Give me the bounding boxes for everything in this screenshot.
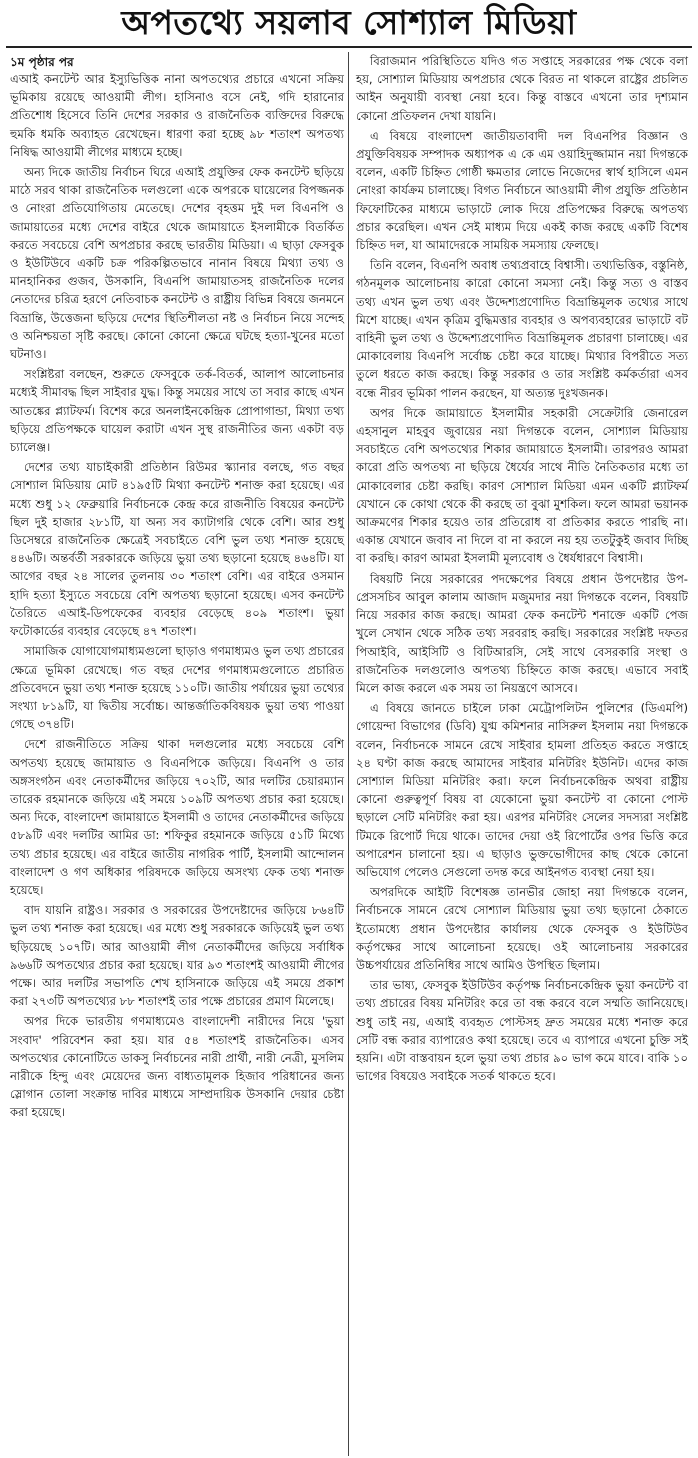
paragraph: এ বিষয়ে বাংলাদেশ জাতীয়তাবাদী দল বিএনপির বিজ্ঞান ও প্রযুক্তিবিষয়ক সম্পাদক অধ্যাপক এ কে এম ওয়াহিদুজ্জামান নয়া দিগন্তকে বলেন, একটি চিহ্নিত গোষ্ঠী ক্ষমতার লোভে নিজেদের স্বার্থ হাসিলে এমন নোংরা কার্যক্রম চালাচ্ছে। বিগত নির্বাচনে আওয়ামী লীগ প্রযুক্তি প্রতিষ্ঠান ফিফোটিকের মাধ্যমে ভাড়াটে লোক দিয়ে প্রতিপক্ষের বিরুদ্ধে অপতথ্য প্রচার করেছিল। এখন সেই মাধ্যম দিয়ে একই কাজ করছে একটি বিশেষ চিহ্নিত দল, যা আমাদেরকে সাময়িক সমস্যায় ফেলছে। — [356, 128, 688, 253]
right-column — [349, 52, 692, 1456]
paragraph: অপরদিকে আইটি বিশেষজ্ঞ তানভীর জোহা নয়া দিগন্তকে বলেন, নির্বাচনকে সামনে রেখে সোশ্যাল মিডিয়ায় ভুয়া তথ্য ছড়ানো ঠেকাতে ইতোমধ্যে প্রধান উপদেষ্টার কার্যালয় থেকে ফেসবুক ও ইউটিউব কর্তৃপক্ষের সাথে আলোচনা হয়েছে। ওই আলোচনায় সরকারের উচ্চপর্যায়ের প্রতিনিধির সাথে আমিও উপস্থিত ছিলাম। — [356, 885, 688, 972]
paragraph: বাদ যায়নি রাষ্ট্রও। সরকার ও সরকারের উপদেষ্টাদের জড়িয়ে ৮৬৪টি ভুল তথ্য শনাক্ত করা হয়েছে। এর মধ্যে শুধু সরকারকে জড়িয়েই ভুল তথ্য ছড়িয়েছে ১০৭টি। আর আওয়ামী লীগ নেতাকর্মীদের জড়িয়ে সর্বাধিক ৯৬৬টি অপতথ্যের প্রচার করা হয়েছে। যার ৯৩ শতাংশই আওয়ামী লীগের পক্ষে। আর দলটির সভাপতি শেখ হাসিনাকে জড়িয়ে এই সময়ে প্রকাশ করা ২৭৩টি অপতথ্যের ৮৮ শতাংশই তার পক্ষে প্রচারের প্রমাণ মিলেছে। — [10, 903, 344, 1009]
paragraph: এআই কনটেন্ট আর ইস্যুভিত্তিক নানা অপতথ্যের প্রচারে এখনো সক্রিয় ভূমিকায় রয়েছে আওয়ামী লীগ। হাসিনাও বসে নেই, গদি হারানোর প্রতিশোধ হিসেবে তিনি দেশের সরকার ও রাজনৈতিক ব্যক্তিদের বিরুদ্ধে হুমকি ধমকি অব্যাহত রেখেছেন। ধারণা করা হচ্ছে ৯৮ শতাংশ অপতথ্য নিষিদ্ধ আওয়ামী লীগের মাধ্যমে হচ্ছে। — [10, 72, 344, 159]
paragraph: সংশ্লিষ্টরা বলছেন, শুরুতে ফেসবুকে তর্ক-বিতর্ক, আলাপ আলোচনার মধ্যেই সীমাবদ্ধ ছিল সাইবার যুদ্ধ। কিন্তু সময়ের সাথে তা সবার কাছে এখন আতঙ্কের প্ল্যাটফর্ম। বিশেষ করে অনলাইনকেন্দ্রিক প্রোপাগান্ডা, মিথ্যা তথ্য ছড়িয়ে প্রতিপক্ষকে ঘায়েল করাটা এখন সুস্থ রাজনীতির জন্য একটা বড় চ্যালেঞ্জ। — [10, 367, 344, 455]
continuation-label: ১ম পৃষ্ঠার পর — [10, 55, 74, 69]
paragraph: বিরাজমান পরিস্থিতিতে যদিও গত সপ্তাহে সরকারের পক্ষ থেকে বলা হয়, সোশ্যাল মিডিয়ায় অপপ্রচার থেকে বিরত না থাকলে রাষ্ট্রের প্রচলিত আইন অনুযায়ী ব্যবস্থা নেয়া হবে। কিন্তু বাস্তবে এখনো তার দৃশ্যমান কোনো প্রতিফলন দেখা যায়নি। — [356, 54, 688, 123]
paragraph: দেশের তথ্য যাচাইকারী প্রতিষ্ঠান রিউমর স্ক্যানার বলছে, গত বছর সোশ্যাল মিডিয়ায় মোট ৪১৯৫টি মিথ্যা কনটেন্ট শনাক্ত করা হয়েছে। এর মধ্যে শুধু ১২ ফেব্রুয়ারি নির্বাচনকে কেন্দ্র করে রাজনীতি বিষয়ের কনটেন্ট ছিল দুই হাজার ২৮১টি, যা অন্য সব ক্যাটাগরি থেকে বেশি। আর শুধু ডিসেম্বরে রাজনৈতিক ক্ষেত্রেই সবচাইতে বেশি ভুল তথ্য শনাক্ত হয়েছে ৪৪৬টি। অন্তর্বর্তী সরকারকে জড়িয়ে ভুয়া তথ্য ছড়ানো হয়েছে ৪৬৪টি। যা আগের বছর ২৪ সালের তুলনায় ৩০ শতাংশ বেশি। এর বাইরে ওসমান হাদি হত্যা ইস্যুতে সবচেয়ে বেশি অপতথ্য ছড়ানো হয়েছে। এসব কনটেন্ট তৈরিতে এআই-ডিপফেকের ব্যবহার বেড়েছে ৪০৯ শতাংশ। ভুয়া ফটোকার্ডের ব্যবহার বেড়েছে ৪৭ শতাংশ। — [10, 460, 344, 639]
left-column — [6, 52, 349, 1456]
article-columns — [6, 52, 692, 1456]
paragraph: তার ভাষ্য, ফেসবুক ইউটিউব কর্তৃপক্ষ নির্বাচনকেন্দ্রিক ভুয়া কনটেন্ট বা তথ্য প্রচারের বিষয় মনিটরিং করে তা বন্ধ করবে বলে সম্মতি জানিয়েছে। শুধু তাই নয়, এআই ব্যবহৃত পোস্টসহ দ্রুত সময়ের মধ্যে শনাক্ত করে সেটি বন্ধ করার ব্যাপারেও কথা হয়েছে। তবে এ ব্যাপারে এখনো চুক্তি সই হয়নি। এটা বাস্তবায়ন হলে ভুয়া তথ্য প্রচার ৯০ ভাগ কমে যাবে। বাকি ১০ ভাগের বিষয়েও সবাইকে সতর্ক থাকতে হবে। — [356, 978, 688, 1084]
paragraph: সামাজিক যোগাযোগমাধ্যমগুলো ছাড়াও গণমাধ্যমও ভুল তথ্য প্রচারের ক্ষেত্রে ভূমিকা রেখেছে। গত বছর দেশের গণমাধ্যমগুলোতে প্রচারিত প্রতিবেদনে ভুয়া তথ্য শনাক্ত হয়েছে ১১০টি। জাতীয় পর্যায়ের ভুয়া তথ্যের সংখ্যা ৮১৯টি, যা দ্বিতীয় সর্বোচ্চ। আন্তর্জাতিকবিষয়ক ভুয়া তথ্য পাওয়া গেছে ৩৭৪টি। — [10, 644, 344, 732]
paragraph: এ বিষয়ে জানতে চাইলে ঢাকা মেট্রোপলিটন পুলিশের (ডিএমপি) গোয়েন্দা বিভাগের (ডিবি) যুগ্ম কমিশনার নাসিরুল ইসলাম নয়া দিগন্তকে বলেন, নির্বাচনকে সামনে রেখে সাইবার হামলা প্রতিহত করতে সপ্তাহে ২৪ ঘণ্টা কাজ করছে আমাদের সাইবার মনিটরিং ইউনিট। এদের কাজ সোশ্যাল মিডিয়া মনিটরিং করা। ফলে নির্বাচনকেন্দ্রিক অথবা রাষ্ট্রীয় কোনো গুরুত্বপূর্ণ বিষয় বা যেকোনো ভুয়া কনটেন্ট বা কোনো পোস্ট ছড়ালে সেটি মনিটরিং করা হয়। এরপর মনিটরিং সেলের সদস্যরা সংশ্লিষ্ট টিমকে রিপোর্ট দিয়ে থাকে। তাদের দেয়া ওই রিপোর্টের ওপর ভিত্তি করে অপারেশন চালানো হয়। এ ছাড়াও ভুক্তভোগীদের কাছ থেকে কোনো অভিযোগ পেলেও সেগুলো তদন্ত করে আইনগত ব্যবস্থা নেয়া হয়। — [356, 701, 688, 879]
paragraph: অপর দিকে জামায়াতে ইসলামীর সহকারী সেক্রেটারি জেনারেল এহসানুল মাহবুব জুবায়ের নয়া দিগন্তকে বলেন, সোশ্যাল মিডিয়ায় সবচাইতে বেশি অপতথ্যের শিকার জামায়াতে ইসলামী। তারপরও আমরা কারো প্রতি অপতথ্য না ছড়িয়ে ধৈর্যের সাথে নীতি নৈতিকতার মধ্যে তা মোকাবেলার চেষ্টা করছি। কারণ সোশ্যাল মিডিয়া এমন একটি প্ল্যাটফর্ম যেখানে কে কোথা থেকে কী করছে তা বুঝা মুশকিল। ফলে আমরা ভয়ানক আক্রমণের শিকার হয়েও তার প্রতিরোধ বা প্রতিকার করতে পারছি না। একান্ত যেখানে জবাব না দিলে বা না করলে নয় হয় ততটুকুই জবাব দিচ্ছি বা করছি। কারণ আমরা ইসলামী মূল্যবোধ ও ধৈর্যধারণে বিশ্বাসী। — [356, 405, 688, 566]
headline: অপতথ্যে সয়লাব সোশ্যাল মিডিয়া — [6, 0, 692, 48]
paragraph: বিষয়টি নিয়ে সরকারের পদক্ষেপের বিষয়ে প্রধান উপদেষ্টার উপ-প্রেসসচিব আবুল কালাম আজাদ মজুমদার নয়া দিগন্তকে বলেন, বিষয়টি নিয়ে সরকার কাজ করছে। আমরা ফেক কনটেন্ট শনাক্তে একটি পেজ খুলে সেখান থেকে সঠিক তথ্য সরবরাহ করছি। সরকারের সংশ্লিষ্ট দফতর পিআইবি, আইসিটি ও বিটিআরসি, সেই সাথে বেসরকারি সংস্থা ও রাজনৈতিক দলগুলোও অপতথ্য চিহ্নিতে কাজ করছে। এভাবে সবাই মিলে কাজ করলে এক সময় তা নিয়ন্ত্রণে আসবে। — [356, 571, 688, 695]
paragraph: দেশে রাজনীতিতে সক্রিয় থাকা দলগুলোর মধ্যে সবচেয়ে বেশি অপতথ্য হয়েছে জামায়াত ও বিএনপিকে জড়িয়ে। বিএনপি ও তার অঙ্গসংগঠন এবং নেতাকর্মীদের জড়িয়ে ৭০২টি, আর দলটির চেয়ারম্যান তারেক রহমানকে জড়িয়ে এই সময়ে ১০৯টি অপতথ্য প্রচার করা হয়েছে। অন্য দিকে, বাংলাদেশ জামায়াতে ইসলামী ও তাদের নেতাকর্মীদের জড়িয়ে ৫৮৯টি এবং দলটির আমির ডা: শফিকুর রহমানকে জড়িয়ে ৫১টি মিথ্যে তথ্য প্রচার হয়েছে। এর বাইরে জাতীয় নাগরিক পার্টি, ইসলামী আন্দোলন বাংলাদেশ ও গণ অধিকার পরিষদকে জড়িয়ে অসংখ্য ফেক তথ্য শনাক্ত হয়েছে। — [10, 737, 344, 897]
paragraph: তিনি বলেন, বিএনপি অবাধ তথ্যপ্রবাহে বিশ্বাসী। তথ্যভিত্তিক, বস্তুনিষ্ঠ, গঠনমূলক আলোচনায় কারো কোনো সমস্যা নেই। কিন্তু সত্য ও বাস্তব তথ্য এখন ভুল তথ্য এবং উদ্দেশ্যপ্রণোদিত বিভ্রান্তিমূলক তথ্যের সাথে মিশে যাচ্ছে। এখন কৃত্রিম বুদ্ধিমত্তার ব্যবহার ও অপব্যবহারের ভাড়াটে বট বাহিনী ভুল তথ্য ও উদ্দেশ্যপ্রণোদিত বিভ্রান্তিমূলক প্রচারণা চালাচ্ছে। এর মোকাবেলায় বিএনপি সর্বোচ্চ চেষ্টা করে যাচ্ছে। মিথ্যার বিপরীতে সত্য তুলে ধরতে কাজ করছে। কিন্তু সরকার ও তার সংশ্লিষ্ট কর্মকর্তারা এসব বন্ধে নীরব ভূমিকা পালন করছেন, যা অত্যন্ত দুঃখজনক। — [356, 258, 688, 400]
paragraph: অন্য দিকে জাতীয় নির্বাচন ঘিরে এআই প্রযুক্তির ফেক কনটেন্ট ছড়িয়ে মাঠে সরব থাকা রাজনৈতিক দলগুলো একে অপরকে ঘায়েলের বিপজ্জনক ও নোংরা প্রতিযোগিতায় মেতেছে। দেশের বৃহত্তম দুই দল বিএনপি ও জামায়াতের মধ্যে দেশের বাইরে থেকে জামায়াতে ইসলামীকে বিতর্কিত করতে সবচেয়ে বেশি অপপ্রচার করছে ভারতীয় মিডিয়া। এ ছাড়া ফেসবুক ও ইউটিউবে একটি চক্র পরিকল্পিতভাবে নানান বিষয়ে মিথ্যা তথ্য ও মানহানিকর গুজব, উসকানি, বিএনপি জামায়াতসহ রাজনৈতিক দলের নেতাদের চরিত্র হরণে নেতিবাচক কনটেন্ট ও রাষ্ট্রীয় বিভিন্ন বিষয়ে জনমনে বিভ্রান্তি, উত্তেজনা ছড়িয়ে দেশের স্থিতিশীলতা নষ্ট ও নির্বাচন নিয়ে সন্দেহ ও অনিশ্চয়তা সৃষ্টি করছে। কোনো কোনো ক্ষেত্রে ঘটছে হত্যা-খুনের মতো ঘটনাও। — [10, 165, 344, 362]
paragraph: অপর দিকে ভারতীয় গণমাধ্যমেও বাংলাদেশী নারীদের নিয়ে 'ভুয়া সংবাদ' পরিবেশন করা হয়। যার ৫৪ শতাংশই রাজনৈতিক। এসব অপতথ্যের কোনোটিতে ডাকসু নির্বাচনের নারী প্রার্থী, নারী নেত্রী, মুসলিম নারীকে হিন্দু এবং মেয়েদের জন্য বাধ্যতামূলক হিজাব পরিধানের জন্য স্লোগান তোলা সংক্রান্ত দাবির মাধ্যমে সাম্প্রদায়িক উসকানি দেয়ার চেষ্টা করা হয়েছে। — [10, 1014, 344, 1120]
